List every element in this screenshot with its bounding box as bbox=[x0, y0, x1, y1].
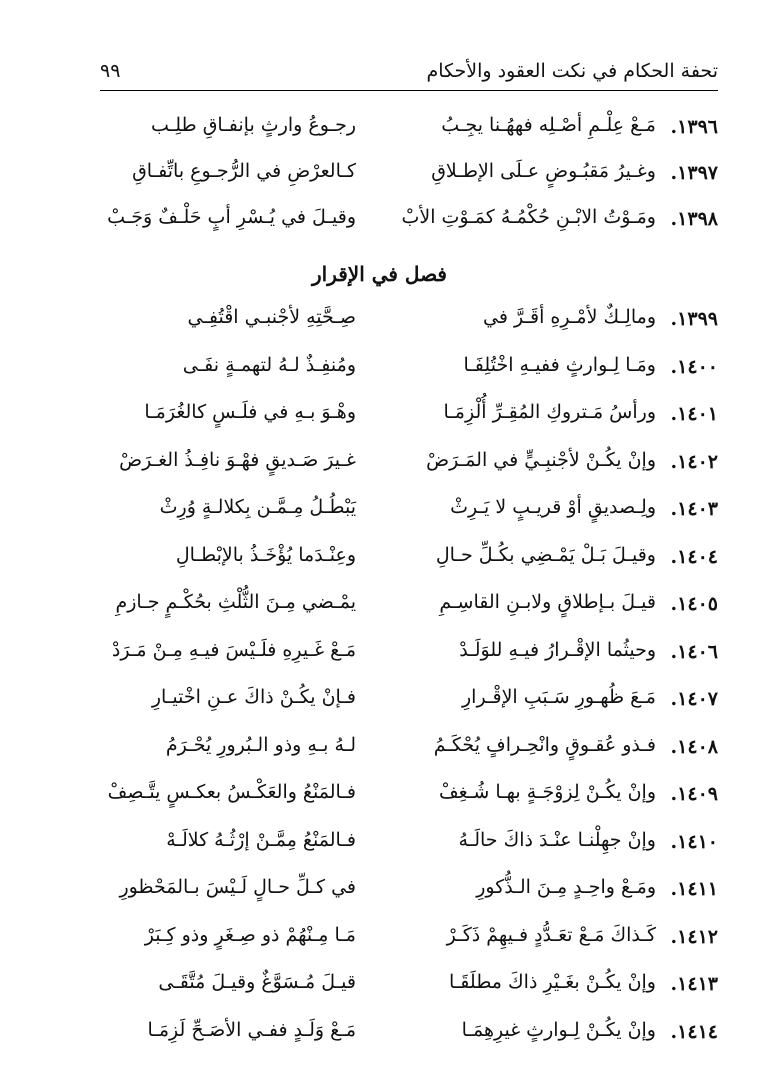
verse-second-hemistich: مَـا مِـنْهُمْ ذو صِـغَرٍ وذو كِـبَرْ bbox=[144, 924, 356, 946]
verse-row bbox=[100, 967, 718, 1007]
verse-number: ١٤٠٧. bbox=[670, 688, 718, 710]
verse-number: ١٣٩٧. bbox=[670, 162, 718, 184]
verse-first-hemistich: وغـيرُ مَقبُـوضٍ عـلَى الإطـلاقِ bbox=[431, 160, 656, 182]
verse-first-hemistich: وقيـلَ بَـلْ يَمْـضِي بكُـلِّ حـالِ bbox=[435, 544, 656, 566]
verse-first-hemistich: وإنْ يكُـنْ لأجْنبِـيٍّ في المَـرَضْ bbox=[426, 449, 656, 471]
verse-row bbox=[100, 777, 718, 817]
verse-second-hemistich: في كـلِّ حـالٍ لَـيْسَ بـالمَحْظورِ bbox=[119, 876, 356, 898]
verse-number: ١٤٠٩. bbox=[670, 783, 718, 805]
verse-second-hemistich: مَـعْ غَـيرِهِ فلَـيْسَ فيـهِ مِـنْ مَـرَدْ bbox=[111, 639, 356, 661]
verse-row bbox=[100, 920, 718, 960]
verse-first-hemistich: وإنْ يكُـنْ لِـوارثٍ غيرِهِمَـا bbox=[461, 1019, 656, 1041]
verse-number: ١٤٠٣. bbox=[670, 498, 718, 520]
verse-row bbox=[100, 682, 718, 722]
verse-second-hemistich: فـإنْ يكُـنْ ذاكَ عـنِ اخْتيـارِ bbox=[151, 686, 356, 708]
verse-second-hemistich: وهْـوَ بـهِ في فلَـسٍ كالغُرَمَـا bbox=[144, 401, 356, 423]
verse-number: ١٤١٤. bbox=[670, 1021, 718, 1043]
verse-number: ١٤٠٠. bbox=[670, 356, 718, 378]
verse-number: ١٣٩٨. bbox=[670, 208, 718, 230]
verse-first-hemistich: مَـعْ عِلْـمِ أصْـلِه فههُـنا يجِـبُ bbox=[441, 114, 656, 136]
verse-second-hemistich: غـيرَ صَـديقٍ فهْـوَ نافِـذُ الغـرَضْ bbox=[119, 449, 356, 471]
verse-first-hemistich: ومَـا لِـوارثٍ ففيـهِ اخْتُلِفَـا bbox=[463, 354, 656, 376]
verse-row bbox=[100, 492, 718, 532]
verse-number: ١٣٩٦. bbox=[670, 116, 718, 138]
verse-first-hemistich: ومَـوْتُ الابْـنِ حُكْمُـهُ كمَـوْتِ الأبْ bbox=[401, 206, 656, 228]
verse-second-hemistich: ومُنفِـذٌ لـهُ لتهمـةٍ نفَـى bbox=[182, 354, 356, 376]
verse-first-hemistich: وإنْ يكُـنْ بغَـيْرِ ذاكَ مطلَقَـا bbox=[448, 971, 656, 993]
verse-number: ١٤٠١. bbox=[670, 403, 718, 425]
verse-number: ١٤١٠. bbox=[670, 831, 718, 853]
verse-second-hemistich: فـالمَنْعُ والعَكْـسُ بعكـسٍ يتَّـصِفْ bbox=[107, 781, 356, 803]
verse-second-hemistich: يمْـضي مِـنَ الثُّلْثِ بحُكْـمٍ جـازمِ bbox=[115, 591, 356, 613]
verse-first-hemistich: ومالِـكٌ لأمْـرِهِ أقَـرَّ في bbox=[483, 306, 656, 328]
verse-second-hemistich: يَبْطُـلُ مِـمَّـن بِكلالـةٍ وُرِثْ bbox=[159, 496, 356, 518]
verse-number: ١٤٠٦. bbox=[670, 641, 718, 663]
verse-second-hemistich: صِـحَّتِهِ لأجْنبـي اقْتُفِـي bbox=[187, 306, 356, 328]
verse-number: ١٤٠٢. bbox=[670, 451, 718, 473]
verse-number: ١٤٠٥. bbox=[670, 593, 718, 615]
verse-number: ١٤١١. bbox=[670, 878, 718, 900]
page-number: ٩٩ bbox=[100, 60, 121, 82]
verse-number: ١٣٩٩. bbox=[670, 308, 718, 330]
page-header bbox=[100, 56, 718, 91]
verse-second-hemistich: قيـلَ مُـسَوَّغٌ وقيـلَ مُتَّقَـى bbox=[158, 971, 356, 993]
verse-second-hemistich: وعِنْـدَما يُؤْخَـذُ بالإبْطـالِ bbox=[175, 544, 356, 566]
verse-second-hemistich: فـالمَنْعُ مِمَّـنْ إرْثُـهُ كلالَـهْ bbox=[166, 829, 356, 851]
verse-number: ١٤٠٤. bbox=[670, 546, 718, 568]
verse-first-hemistich: مَـعَ ظُهـورِ سَـبَبِ الإقْـرارِ bbox=[462, 686, 656, 708]
verse-first-hemistich: ولِـصديقٍ أوْ قريـبٍ لا يَـرِثْ bbox=[450, 496, 656, 518]
verse-first-hemistich: وإنْ جهِلْنـا عنْـدَ ذاكَ حالَـهُ bbox=[458, 829, 656, 851]
verse-row bbox=[100, 110, 718, 150]
verse-second-hemistich: لـهُ بـهِ وذو الـبُرورِ يُحْـرَمُ bbox=[165, 734, 356, 756]
verse-row bbox=[100, 156, 718, 196]
verse-row bbox=[100, 825, 718, 865]
verse-first-hemistich: قيـلَ بـإطلاقٍ ولابـنِ القاسِـمِ bbox=[439, 591, 656, 613]
verse-row bbox=[100, 1015, 718, 1055]
verse-row bbox=[100, 730, 718, 770]
verse-number: ١٤١٢. bbox=[670, 926, 718, 948]
verse-first-hemistich: ومَـعْ واحِـدٍ مِـنَ الـذُّكورِ bbox=[476, 876, 656, 898]
verse-row bbox=[100, 540, 718, 580]
verse-first-hemistich: وإنْ يكُـنْ لِزوْجَـةٍ بهـا شُـغِفْ bbox=[438, 781, 656, 803]
verse-row bbox=[100, 202, 718, 242]
section-title: فصل في الإقرار bbox=[312, 262, 447, 286]
verse-first-hemistich: كَـذاكَ مَـعْ تعَـدُّدٍ فـيهِمْ ذَكَـرْ bbox=[446, 924, 656, 946]
verse-row bbox=[100, 872, 718, 912]
verse-first-hemistich: فـذو عُقـوقٍ وانْحِـرافٍ يُحْكَـمُ bbox=[433, 734, 656, 756]
verse-row bbox=[100, 397, 718, 437]
verse-second-hemistich: كـالعرْضِ في الرُّجـوعِ باتِّفـاقِ bbox=[132, 160, 356, 182]
verse-row bbox=[100, 445, 718, 485]
verse-row bbox=[100, 635, 718, 675]
verse-number: ١٤١٣. bbox=[670, 973, 718, 995]
verse-row bbox=[100, 302, 718, 342]
verse-first-hemistich: ورأسُ مَـتروكِ المُقِـرِّ أُلْزِمَـا bbox=[443, 401, 656, 423]
verse-row bbox=[100, 350, 718, 390]
verse-second-hemistich: مَـعْ وَلَـدٍ ففـي الأصَـحِّ لَزِمَـا bbox=[147, 1019, 356, 1041]
verse-row bbox=[100, 587, 718, 627]
verse-second-hemistich: وقيـلَ في يُـسْرِ أبٍ حَلْـفٌ وَجَـبْ bbox=[107, 206, 356, 228]
verse-number: ١٤٠٨. bbox=[670, 736, 718, 758]
verse-first-hemistich: وحيثُما الإقْـرارُ فيـهِ للوَلَـدْ bbox=[459, 639, 656, 661]
verse-second-hemistich: رجـوعُ وارثٍ بإنفـاقِ طلِـب bbox=[151, 114, 356, 136]
book-title: تحفة الحكام في نكت العقود والأحكام bbox=[426, 60, 718, 82]
